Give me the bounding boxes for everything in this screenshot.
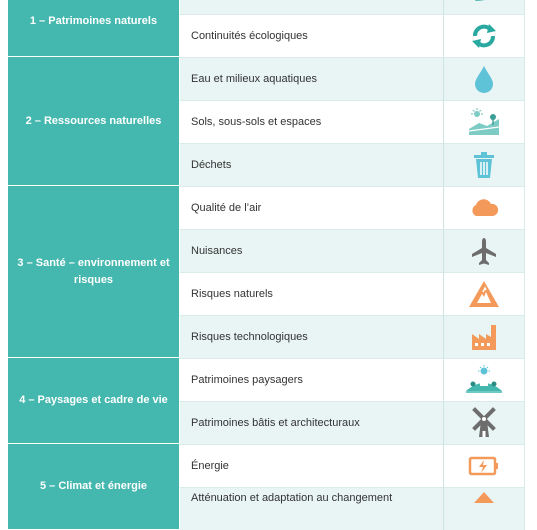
table-row	[179, 358, 525, 401]
group-ressources-naturelles	[8, 57, 179, 186]
table-row	[179, 0, 525, 14]
row-label: Déchets	[179, 143, 443, 186]
landscape-icon	[443, 100, 525, 143]
table-row	[179, 487, 525, 530]
table-row	[179, 57, 525, 100]
recycle-arrows-icon	[443, 14, 525, 57]
table-row	[179, 229, 525, 272]
row-label: Qualité de l’air	[179, 186, 443, 229]
table-row	[179, 315, 525, 358]
row-label	[179, 0, 443, 14]
table-row	[179, 444, 525, 487]
volcano-warning-icon	[443, 272, 525, 315]
group-paysages	[8, 358, 179, 444]
table-row	[179, 401, 525, 444]
group-sante-environnement	[8, 186, 179, 358]
table-row	[179, 100, 525, 143]
battery-icon	[443, 444, 525, 487]
row-label: Eau et milieux aquatiques	[179, 57, 443, 100]
group-label: 1 – Patrimoines naturels	[29, 14, 158, 27]
group-label: 5 – Climat et énergie	[40, 480, 147, 492]
table-row	[179, 143, 525, 186]
row-label: Patrimoines bâtis et architecturaux	[179, 401, 443, 444]
group-patrimoines-naturels	[8, 0, 179, 57]
group-label: 4 – Paysages et cadre de vie	[19, 394, 168, 406]
table-row	[179, 272, 525, 315]
row-label: Patrimoines paysagers	[179, 358, 443, 401]
row-label: Nuisances	[179, 229, 443, 272]
row-label: Sols, sous-sols et espaces	[179, 100, 443, 143]
group-climat-energie	[8, 444, 179, 530]
cloud-icon	[443, 186, 525, 229]
water-drop-icon	[443, 57, 525, 100]
trash-bin-icon	[443, 143, 525, 186]
table-row	[179, 14, 525, 57]
group-label: 3 – Santé – environnement et risques	[17, 256, 170, 286]
factory-icon	[443, 315, 525, 358]
row-label: Atténuation et adaptation au changement	[179, 487, 443, 530]
row-label: Risques technologiques	[179, 315, 443, 358]
warning-icon	[443, 487, 525, 530]
row-label: Continuités écologiques	[179, 14, 443, 57]
row-label: Risques naturels	[179, 272, 443, 315]
leaf-icon	[443, 0, 525, 14]
table-row	[179, 186, 525, 229]
windmill-icon	[443, 401, 525, 444]
row-label: Énergie	[179, 444, 443, 487]
group-label: 2 – Ressources naturelles	[25, 114, 162, 127]
airplane-icon	[443, 229, 525, 272]
countryside-icon	[443, 358, 525, 401]
